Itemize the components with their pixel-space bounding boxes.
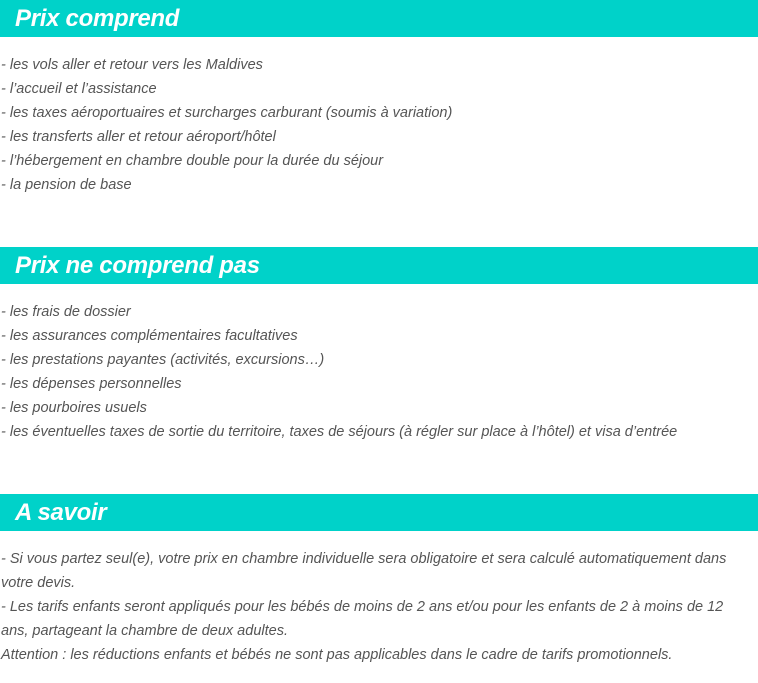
section-header — [0, 494, 758, 531]
section-a-savoir — [0, 494, 758, 667]
note-paragraph: - Si vous partez seul(e), votre prix en chambre individuelle sera obligatoire et sera calculé automatiquement dans votre devis. — [1, 551, 727, 591]
section-prix-ne-comprend-pas — [0, 247, 758, 444]
included-list — [0, 37, 758, 197]
list-item: - les assurances complémentaires facultatives — [1, 328, 298, 344]
list-item: - les pourboires usuels — [1, 400, 147, 416]
section-prix-comprend — [0, 0, 758, 197]
section-header — [0, 247, 758, 284]
notes-list — [0, 531, 758, 667]
list-item: - l’hébergement en chambre double pour la durée du séjour — [1, 153, 384, 169]
note-paragraph: - Les tarifs enfants seront appliqués pour les bébés de moins de 2 ans et/ou pour les enfants de 2 à moins de 12 ans, partageant la chambre de deux adultes. — [1, 599, 724, 639]
list-item: - les prestations payantes (activités, excursions…) — [1, 352, 325, 368]
list-item: - les frais de dossier — [1, 304, 131, 320]
list-item: - l’accueil et l’assistance — [1, 81, 157, 97]
list-item: - les taxes aéroportuaires et surcharges carburant (soumis à variation) — [1, 105, 453, 121]
list-item: - les transferts aller et retour aéroport/hôtel — [1, 129, 276, 145]
note-paragraph: Attention : les réductions enfants et bébés ne sont pas applicables dans le cadre de tarifs promotionnels. — [1, 647, 673, 663]
list-item: - les éventuelles taxes de sortie du territoire, taxes de séjours (à régler sur place à l’hôtel) et visa d’entrée — [1, 424, 678, 440]
section-title: Prix comprend — [15, 5, 180, 32]
list-item: - la pension de base — [1, 177, 132, 193]
section-header — [0, 0, 758, 37]
section-title: Prix ne comprend pas — [15, 252, 260, 279]
list-item: - les dépenses personnelles — [1, 376, 182, 392]
list-item: - les vols aller et retour vers les Maldives — [1, 57, 263, 73]
excluded-list — [0, 284, 758, 444]
section-title: A savoir — [15, 499, 107, 526]
